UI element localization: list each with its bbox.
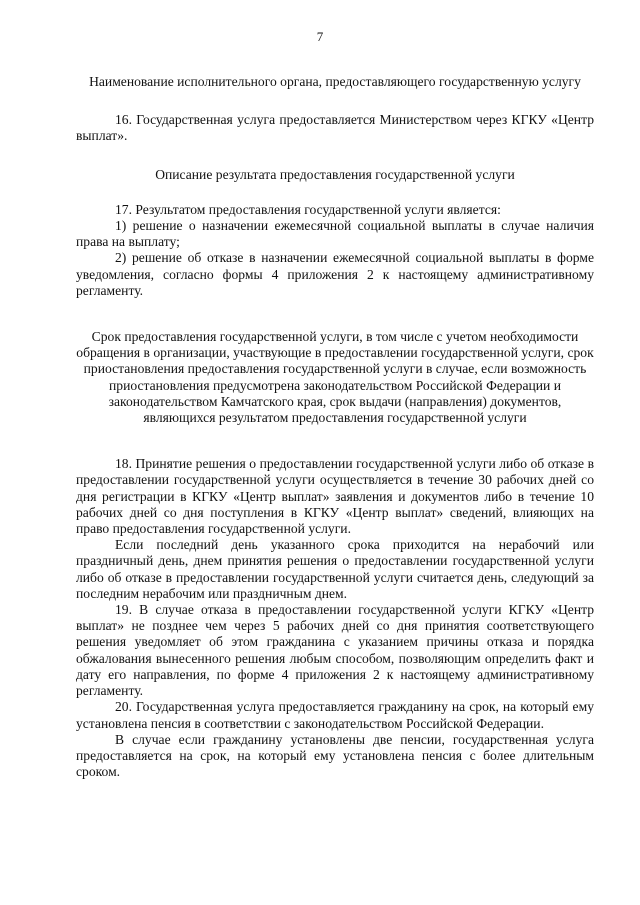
- document-body: [76, 74, 594, 780]
- paragraph-19: 19. В случае отказа в предоставлении государственной услуги КГКУ «Центр выплат» не позднее чем через 5 рабочих дней со дня принятия соответствующего решения уведомляет об этом гражданина с указанием причины отказа и порядка обжалования вынесенного решения любым способом, позволяющим определить факт и дату его направления, по форме 4 приложения 2 к настоящему административному регламенту.: [76, 602, 594, 699]
- section-heading-executive-body: Наименование исполнительного органа, предоставляющего государственную услугу: [89, 74, 581, 89]
- paragraph-17-item-2: 2) решение об отказе в назначении ежемесячной социальной выплаты в форме уведомления, согласно формы 4 приложения 2 к настоящему административному регламенту.: [76, 250, 594, 298]
- paragraph-18: 18. Принятие решения о предоставлении государственной услуги либо об отказе в предоставлении государственной услуги осуществляется в течение 30 рабочих дней со дня регистрации в КГКУ «Центр выплат» заявления и документов либо в течение 10 рабочих дней со дня поступления в КГКУ «Центр выплат» сведений, влияющих на право предоставления государственной услуги.: [76, 456, 594, 537]
- section-heading-result: Описание результата предоставления государственной услуги: [155, 166, 515, 182]
- section-heading-terms: Срок предоставления государственной услуги, в том числе с учетом необходимости обращения в организации, участвующие в предоставлении государственной услуги, срок приостановления предоставления государственной услуги в случае, если возможность приостановления предусмотрена законодательством Российской Федерации и законодательством Камчатского края, срок выдачи (направления) документов, являющихся результатом предоставления государственной услуги: [76, 329, 594, 426]
- paragraph-17-item-1: 1) решение о назначении ежемесячной социальной выплаты в случае наличия права на выплату;: [76, 218, 594, 250]
- paragraph-17: 17. Результатом предоставления государственной услуги является:: [115, 201, 501, 217]
- page-number: 7: [316, 29, 324, 44]
- paragraph-18-continuation: Если последний день указанного срока приходится на нерабочий или праздничный день, днем принятия решения о предоставлении государственной услуги либо об отказе в предоставлении государственной услуги считается день, следующий за последним нерабочим или праздничным днем.: [76, 537, 594, 601]
- paragraph-16: 16. Государственная услуга предоставляется Министерством через КГКУ «Центр выплат».: [76, 112, 594, 144]
- paragraph-20: 20. Государственная услуга предоставляется гражданину на срок, на который ему установлена пенсия в соответствии с законодательством Российской Федерации.: [76, 699, 594, 731]
- paragraph-20-continuation: В случае если гражданину установлены две пенсии, государственная услуга предоставляется на срок, на который ему установлена пенсия с более длительным сроком.: [76, 731, 594, 780]
